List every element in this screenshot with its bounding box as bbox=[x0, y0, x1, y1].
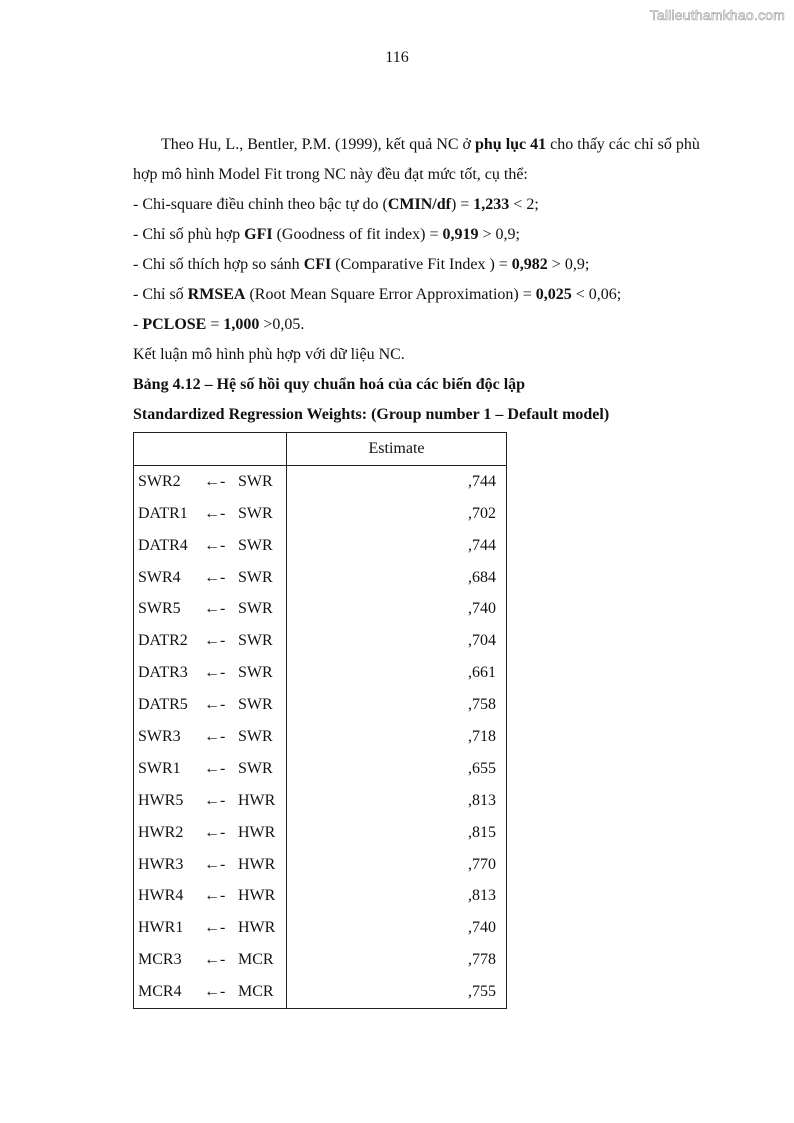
fit-index-bold1: CMIN/df bbox=[387, 196, 451, 213]
latent-variable: HWR bbox=[238, 919, 276, 937]
path-cell bbox=[134, 785, 287, 817]
fit-index-item bbox=[133, 280, 723, 310]
path-cell bbox=[134, 689, 287, 721]
latent-variable: SWR bbox=[238, 632, 273, 650]
left-arrow-icon: ←- bbox=[204, 600, 226, 618]
latent-variable: HWR bbox=[238, 791, 276, 809]
table-row bbox=[134, 849, 507, 881]
observed-variable: SWR5 bbox=[138, 600, 181, 618]
table-caption: Bảng 4.12 – Hệ số hồi quy chuẩn hoá của các biến độc lập bbox=[133, 376, 526, 393]
left-arrow-icon: ←- bbox=[204, 664, 226, 682]
table-subcaption: Standardized Regression Weights: (Group number 1 – Default model) bbox=[133, 406, 610, 423]
observed-variable: MCR4 bbox=[138, 983, 182, 1001]
path-cell bbox=[134, 849, 287, 881]
table-row bbox=[134, 785, 507, 817]
path-cell bbox=[134, 530, 287, 562]
estimate-cell: ,702 bbox=[468, 504, 496, 522]
estimate-cell: ,770 bbox=[468, 855, 496, 873]
latent-variable: SWR bbox=[238, 568, 273, 586]
path-cell bbox=[134, 880, 287, 912]
observed-variable: SWR3 bbox=[138, 727, 181, 745]
fit-index-item bbox=[133, 190, 723, 220]
fit-index-bold2: 1,000 bbox=[223, 316, 260, 333]
latent-variable: SWR bbox=[238, 664, 273, 682]
watermark: Tailieuthamkhao.com bbox=[649, 7, 785, 23]
path-cell bbox=[134, 465, 287, 497]
fit-index-post: < 2; bbox=[509, 196, 539, 213]
left-arrow-icon: ←- bbox=[204, 759, 226, 777]
fit-index-bold2: 0,025 bbox=[535, 286, 572, 303]
path-cell bbox=[134, 817, 287, 849]
intro-appendix-ref: phụ lục 41 bbox=[475, 136, 547, 153]
estimate-cell: ,704 bbox=[468, 632, 496, 650]
table-body bbox=[134, 465, 507, 1008]
fit-index-mid: (Comparative Fit Index ) = bbox=[331, 256, 512, 273]
fit-index-bold2: 0,919 bbox=[442, 226, 479, 243]
table-row bbox=[134, 657, 507, 689]
observed-variable: DATR1 bbox=[138, 504, 188, 522]
path-cell bbox=[134, 753, 287, 785]
path-cell bbox=[134, 976, 287, 1008]
path-cell bbox=[134, 944, 287, 976]
table-row bbox=[134, 721, 507, 753]
table-row bbox=[134, 562, 507, 594]
observed-variable: SWR1 bbox=[138, 759, 181, 777]
left-arrow-icon: ←- bbox=[204, 536, 226, 554]
table-row bbox=[134, 465, 507, 497]
fit-index-pre: - bbox=[133, 316, 143, 333]
estimate-cell: ,655 bbox=[468, 759, 496, 777]
fit-index-pre: - Chi-square điều chỉnh theo bậc tự do ( bbox=[133, 196, 388, 213]
observed-variable: HWR2 bbox=[138, 823, 184, 841]
estimate-cell: ,744 bbox=[468, 472, 496, 490]
header-estimate: Estimate bbox=[287, 433, 507, 466]
estimate-cell: ,740 bbox=[468, 600, 496, 618]
table-row bbox=[134, 976, 507, 1008]
observed-variable: DATR4 bbox=[138, 536, 188, 554]
fit-index-bold1: GFI bbox=[244, 226, 273, 243]
latent-variable: HWR bbox=[238, 855, 276, 873]
latent-variable: HWR bbox=[238, 887, 276, 905]
latent-variable: SWR bbox=[238, 727, 273, 745]
latent-variable: HWR bbox=[238, 823, 276, 841]
fit-index-pre: - Chỉ số phù hợp bbox=[133, 226, 245, 243]
estimate-cell: ,740 bbox=[468, 919, 496, 937]
fit-index-bold1: PCLOSE bbox=[142, 316, 207, 333]
estimate-cell: ,813 bbox=[468, 887, 496, 905]
fit-index-item bbox=[133, 220, 723, 250]
path-cell bbox=[134, 721, 287, 753]
table-row bbox=[134, 625, 507, 657]
table-row bbox=[134, 593, 507, 625]
left-arrow-icon: ←- bbox=[204, 887, 226, 905]
fit-index-pre: - Chỉ số thích hợp so sánh bbox=[133, 256, 304, 273]
fit-index-bold1: CFI bbox=[303, 256, 332, 273]
table-row bbox=[134, 689, 507, 721]
path-cell bbox=[134, 562, 287, 594]
left-arrow-icon: ←- bbox=[204, 791, 226, 809]
left-arrow-icon: ←- bbox=[204, 504, 226, 522]
table-row bbox=[134, 912, 507, 944]
left-arrow-icon: ←- bbox=[204, 568, 226, 586]
left-arrow-icon: ←- bbox=[204, 472, 226, 490]
estimate-cell: ,684 bbox=[468, 568, 496, 586]
left-arrow-icon: ←- bbox=[204, 951, 226, 969]
left-arrow-icon: ←- bbox=[204, 696, 226, 714]
observed-variable: HWR4 bbox=[138, 887, 184, 905]
estimate-cell: ,815 bbox=[468, 823, 496, 841]
fit-index-bold2: 0,982 bbox=[511, 256, 548, 273]
latent-variable: SWR bbox=[238, 600, 273, 618]
latent-variable: SWR bbox=[238, 504, 273, 522]
fit-index-bold1: RMSEA bbox=[187, 286, 246, 303]
table-header-row bbox=[134, 433, 507, 466]
latent-variable: SWR bbox=[238, 472, 273, 490]
left-arrow-icon: ←- bbox=[204, 823, 226, 841]
latent-variable: SWR bbox=[238, 536, 273, 554]
table-row bbox=[134, 944, 507, 976]
left-arrow-icon: ←- bbox=[204, 632, 226, 650]
fit-index-mid: ) = bbox=[450, 196, 474, 213]
observed-variable: MCR3 bbox=[138, 951, 182, 969]
left-arrow-icon: ←- bbox=[204, 983, 226, 1001]
header-blank-cell bbox=[134, 433, 287, 466]
fit-index-post: > 0,9; bbox=[478, 226, 520, 243]
document-body bbox=[133, 130, 723, 430]
observed-variable: HWR3 bbox=[138, 855, 184, 873]
estimate-cell: ,755 bbox=[468, 983, 496, 1001]
left-arrow-icon: ←- bbox=[204, 855, 226, 873]
observed-variable: DATR2 bbox=[138, 632, 188, 650]
latent-variable: SWR bbox=[238, 759, 273, 777]
left-arrow-icon: ←- bbox=[204, 919, 226, 937]
fit-index-post: < 0,06; bbox=[571, 286, 622, 303]
observed-variable: SWR4 bbox=[138, 568, 181, 586]
estimate-cell: ,813 bbox=[468, 791, 496, 809]
fit-index-item bbox=[133, 250, 723, 280]
observed-variable: SWR2 bbox=[138, 472, 181, 490]
regression-weights-table bbox=[133, 432, 507, 1009]
estimate-cell: ,744 bbox=[468, 536, 496, 554]
fit-index-bold2: 1,233 bbox=[473, 196, 510, 213]
estimate-cell: ,661 bbox=[468, 664, 496, 682]
fit-index-pre: - Chỉ số bbox=[133, 286, 188, 303]
intro-paragraph bbox=[133, 130, 723, 190]
path-cell bbox=[134, 625, 287, 657]
fit-index-list bbox=[133, 190, 723, 340]
fit-index-post: >0,05. bbox=[259, 316, 305, 333]
intro-text-b: cho thấy các chỉ số phù hợp mô hình Model Fit trong NC này đều đạt mức tốt, cụ thể: bbox=[133, 136, 700, 183]
path-cell bbox=[134, 657, 287, 689]
latent-variable: MCR bbox=[238, 951, 274, 969]
latent-variable: SWR bbox=[238, 696, 273, 714]
fit-index-mid: = bbox=[206, 316, 224, 333]
table-row bbox=[134, 817, 507, 849]
observed-variable: HWR1 bbox=[138, 919, 184, 937]
fit-index-mid: (Root Mean Square Error Approximation) = bbox=[245, 286, 536, 303]
table-row bbox=[134, 753, 507, 785]
fit-index-mid: (Goodness of fit index) = bbox=[272, 226, 443, 243]
estimate-cell: ,718 bbox=[468, 727, 496, 745]
estimate-cell: ,758 bbox=[468, 696, 496, 714]
observed-variable: DATR3 bbox=[138, 664, 188, 682]
table-row bbox=[134, 530, 507, 562]
path-cell bbox=[134, 912, 287, 944]
conclusion-text: Kết luận mô hình phù hợp với dữ liệu NC. bbox=[133, 346, 405, 363]
fit-index-item bbox=[133, 310, 723, 340]
left-arrow-icon: ←- bbox=[204, 727, 226, 745]
observed-variable: HWR5 bbox=[138, 791, 184, 809]
table-row bbox=[134, 498, 507, 530]
intro-text-a: Theo Hu, L., Bentler, P.M. (1999), kết quả NC ở bbox=[161, 136, 475, 153]
observed-variable: DATR5 bbox=[138, 696, 188, 714]
latent-variable: MCR bbox=[238, 983, 274, 1001]
estimate-cell: ,778 bbox=[468, 951, 496, 969]
path-cell bbox=[134, 593, 287, 625]
page-number: 116 bbox=[385, 49, 409, 66]
fit-index-post: > 0,9; bbox=[547, 256, 590, 273]
path-cell bbox=[134, 498, 287, 530]
table-row bbox=[134, 880, 507, 912]
